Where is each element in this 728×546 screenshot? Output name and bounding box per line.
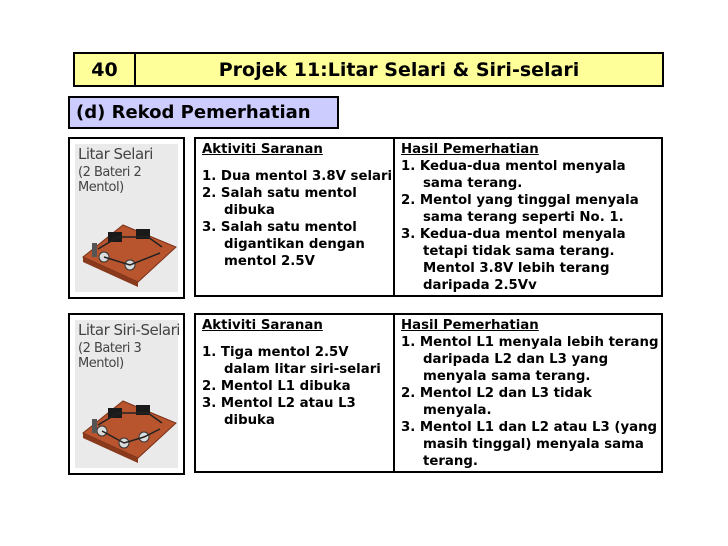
activity-cell-parallel: [194, 137, 395, 297]
activity-item: 3. Mentol L2 atau L3 dibuka: [202, 396, 356, 428]
activity-item: 1. Dua mentol 3.8V selari: [202, 169, 393, 184]
section-title-text: (d) Rekod Pemerhatian: [76, 102, 311, 123]
circuit-photo-parallel: [68, 137, 185, 299]
photo-caption-subtitle: (2 Bateri 3 Mentol): [78, 341, 142, 371]
activity-item: 3. Salah satu mentol digantikan dengan mentol 2.5V: [202, 220, 365, 269]
circuit-photo-series-parallel: [68, 313, 185, 475]
result-heading: Hasil Pemerhatian: [401, 318, 539, 333]
result-item: 1. Kedua-dua mentol menyala sama terang.: [401, 159, 626, 191]
result-item: 3. Kedua-dua mentol menyala tetapi tidak sama terang. Mentol 3.8V lebih terang daripada 2.5Vv: [401, 227, 626, 293]
project-title: [134, 52, 664, 87]
section-title: [68, 96, 339, 129]
circuit-board-icon: [78, 363, 178, 463]
result-item: 2. Mentol L2 dan L3 tidak menyala.: [401, 386, 592, 418]
activity-item: 2. Mentol L1 dibuka: [202, 379, 351, 394]
result-item: 3. Mentol L1 dan L2 atau L3 (yang masih tinggal) menyala sama terang.: [401, 420, 658, 469]
activity-heading: Aktiviti Saranan: [202, 318, 323, 333]
project-title-text: Projek 11:Litar Selari & Siri-selari: [218, 58, 580, 81]
photo-caption-title: Litar Siri-Selari: [78, 321, 180, 339]
result-heading: Hasil Pemerhatian: [401, 142, 539, 157]
circuit-board-icon: [78, 187, 178, 287]
result-cell-parallel: [393, 137, 663, 297]
photo-caption-title: Litar Selari: [78, 145, 153, 163]
activity-cell-series-parallel: [194, 313, 395, 473]
activity-item: 2. Salah satu mentol dibuka: [202, 186, 357, 218]
photo-caption-subtitle: (2 Bateri 2 Mentol): [78, 165, 142, 195]
activity-heading: Aktiviti Saranan: [202, 142, 323, 157]
result-cell-series-parallel: [393, 313, 663, 473]
activity-item: 1. Tiga mentol 2.5V dalam litar siri-selari: [202, 345, 381, 377]
result-item: 1. Mentol L1 menyala lebih terang daripada L2 dan L3 yang menyala sama terang.: [401, 335, 659, 384]
result-item: 2. Mentol yang tinggal menyala sama terang seperti No. 1.: [401, 193, 639, 225]
project-number-text: 40: [91, 58, 118, 81]
project-number: [73, 52, 136, 87]
